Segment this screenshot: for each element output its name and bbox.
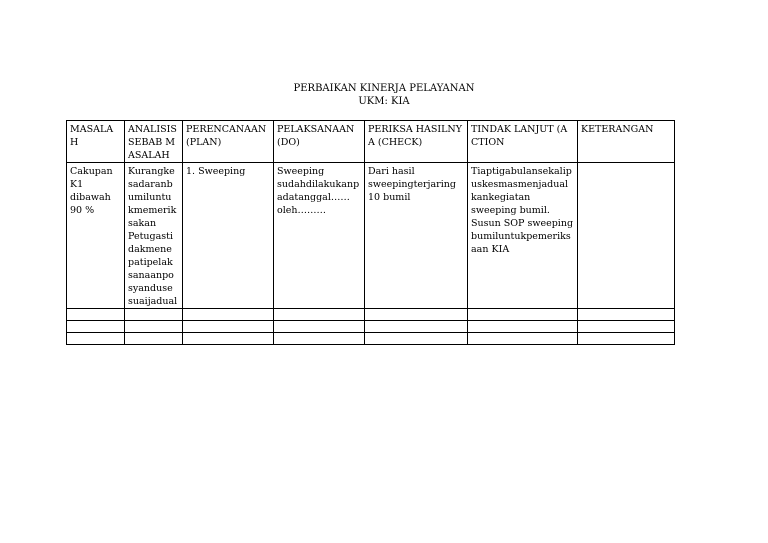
cell-line: syanduse: [128, 283, 173, 294]
cell-line: patipelak: [128, 257, 173, 268]
cell-line: kmemerik: [128, 205, 177, 216]
cell-pelaksanaan: [274, 163, 365, 309]
cell-line: Kurangke: [128, 166, 175, 177]
cell-line: Sweeping: [277, 166, 325, 177]
cell-line: sakan: [128, 218, 157, 229]
empty-cell: [274, 309, 365, 321]
empty-cell: [274, 333, 365, 345]
cell-line: Petugasti: [128, 231, 173, 242]
empty-cell: [578, 321, 675, 333]
document-subtitle: UKM: KIA: [358, 96, 410, 107]
header-perencanaan: PERENCANAAN (PLAN): [183, 121, 274, 163]
header-keterangan: KETERANGAN: [578, 121, 675, 163]
header-pelaksanaan: PELAKSANAAN (DO): [274, 121, 365, 163]
empty-cell: [125, 309, 183, 321]
cell-line: suaijadual: [128, 296, 178, 307]
empty-cell: [365, 321, 468, 333]
cell-line: oleh………: [277, 205, 326, 216]
cell-line: adatanggal……: [277, 192, 350, 203]
empty-cell: [67, 333, 125, 345]
cell-line: sudahdilakukanp: [277, 179, 360, 190]
empty-cell: [468, 309, 578, 321]
empty-cell: [274, 321, 365, 333]
cell-line: Tiaptigabulansekalip: [471, 166, 572, 177]
cell-line: 1. Sweeping: [186, 166, 246, 177]
cell-line: umiluntu: [128, 192, 172, 203]
cell-line: aan KIA: [471, 244, 510, 255]
cell-line: dakmene: [128, 244, 172, 255]
cell-perencanaan: [183, 163, 274, 309]
cell-periksa: [365, 163, 468, 309]
empty-cell: [468, 333, 578, 345]
empty-cell: [468, 321, 578, 333]
cell-line: bumiluntukpemeriks: [471, 231, 571, 242]
header-periksa: PERIKSA HASILNYA (CHECK): [365, 121, 468, 163]
cell-line: sanaanpo: [128, 270, 174, 281]
empty-cell: [365, 333, 468, 345]
empty-cell: [578, 309, 675, 321]
cell-line: Dari hasil: [368, 166, 415, 177]
empty-cell: [183, 333, 274, 345]
cell-line: kankegiatan: [471, 192, 531, 203]
empty-cell: [125, 333, 183, 345]
cell-line: K1: [70, 179, 84, 190]
empty-cell: [183, 309, 274, 321]
cell-line: uskesmasmenjadual: [471, 179, 569, 190]
table-row: [67, 163, 675, 309]
empty-cell: [578, 333, 675, 345]
cell-line: Susun SOP sweeping: [471, 218, 574, 229]
cell-line: sweeping bumil.: [471, 205, 550, 216]
cell-line: Cakupan: [70, 166, 113, 177]
empty-row: [67, 309, 675, 321]
empty-cell: [67, 309, 125, 321]
header-tindak-lanjut: TINDAK LANJUT (ACTION: [468, 121, 578, 163]
header-row: [67, 121, 675, 163]
empty-row: [67, 333, 675, 345]
cell-line: dibawah: [70, 192, 111, 203]
cell-keterangan: [578, 163, 675, 309]
cell-tindak-lanjut: [468, 163, 578, 309]
document-title: PERBAIKAN KINERJA PELAYANAN: [293, 83, 475, 94]
header-masalah: MASALAH: [67, 121, 125, 163]
empty-cell: [67, 321, 125, 333]
cell-masalah: [67, 163, 125, 309]
header-analisis: ANALISIS SEBAB MASALAH: [125, 121, 183, 163]
empty-cell: [183, 321, 274, 333]
cell-line: sweepingterjaring: [368, 179, 456, 190]
cell-line: 10 bumil: [368, 192, 411, 203]
empty-cell: [125, 321, 183, 333]
cell-line: 90 %: [70, 205, 95, 216]
cell-analisis: [125, 163, 183, 309]
empty-cell: [365, 309, 468, 321]
empty-row: [67, 321, 675, 333]
cell-line: sadaranb: [128, 179, 173, 190]
improvement-table: [66, 120, 675, 345]
